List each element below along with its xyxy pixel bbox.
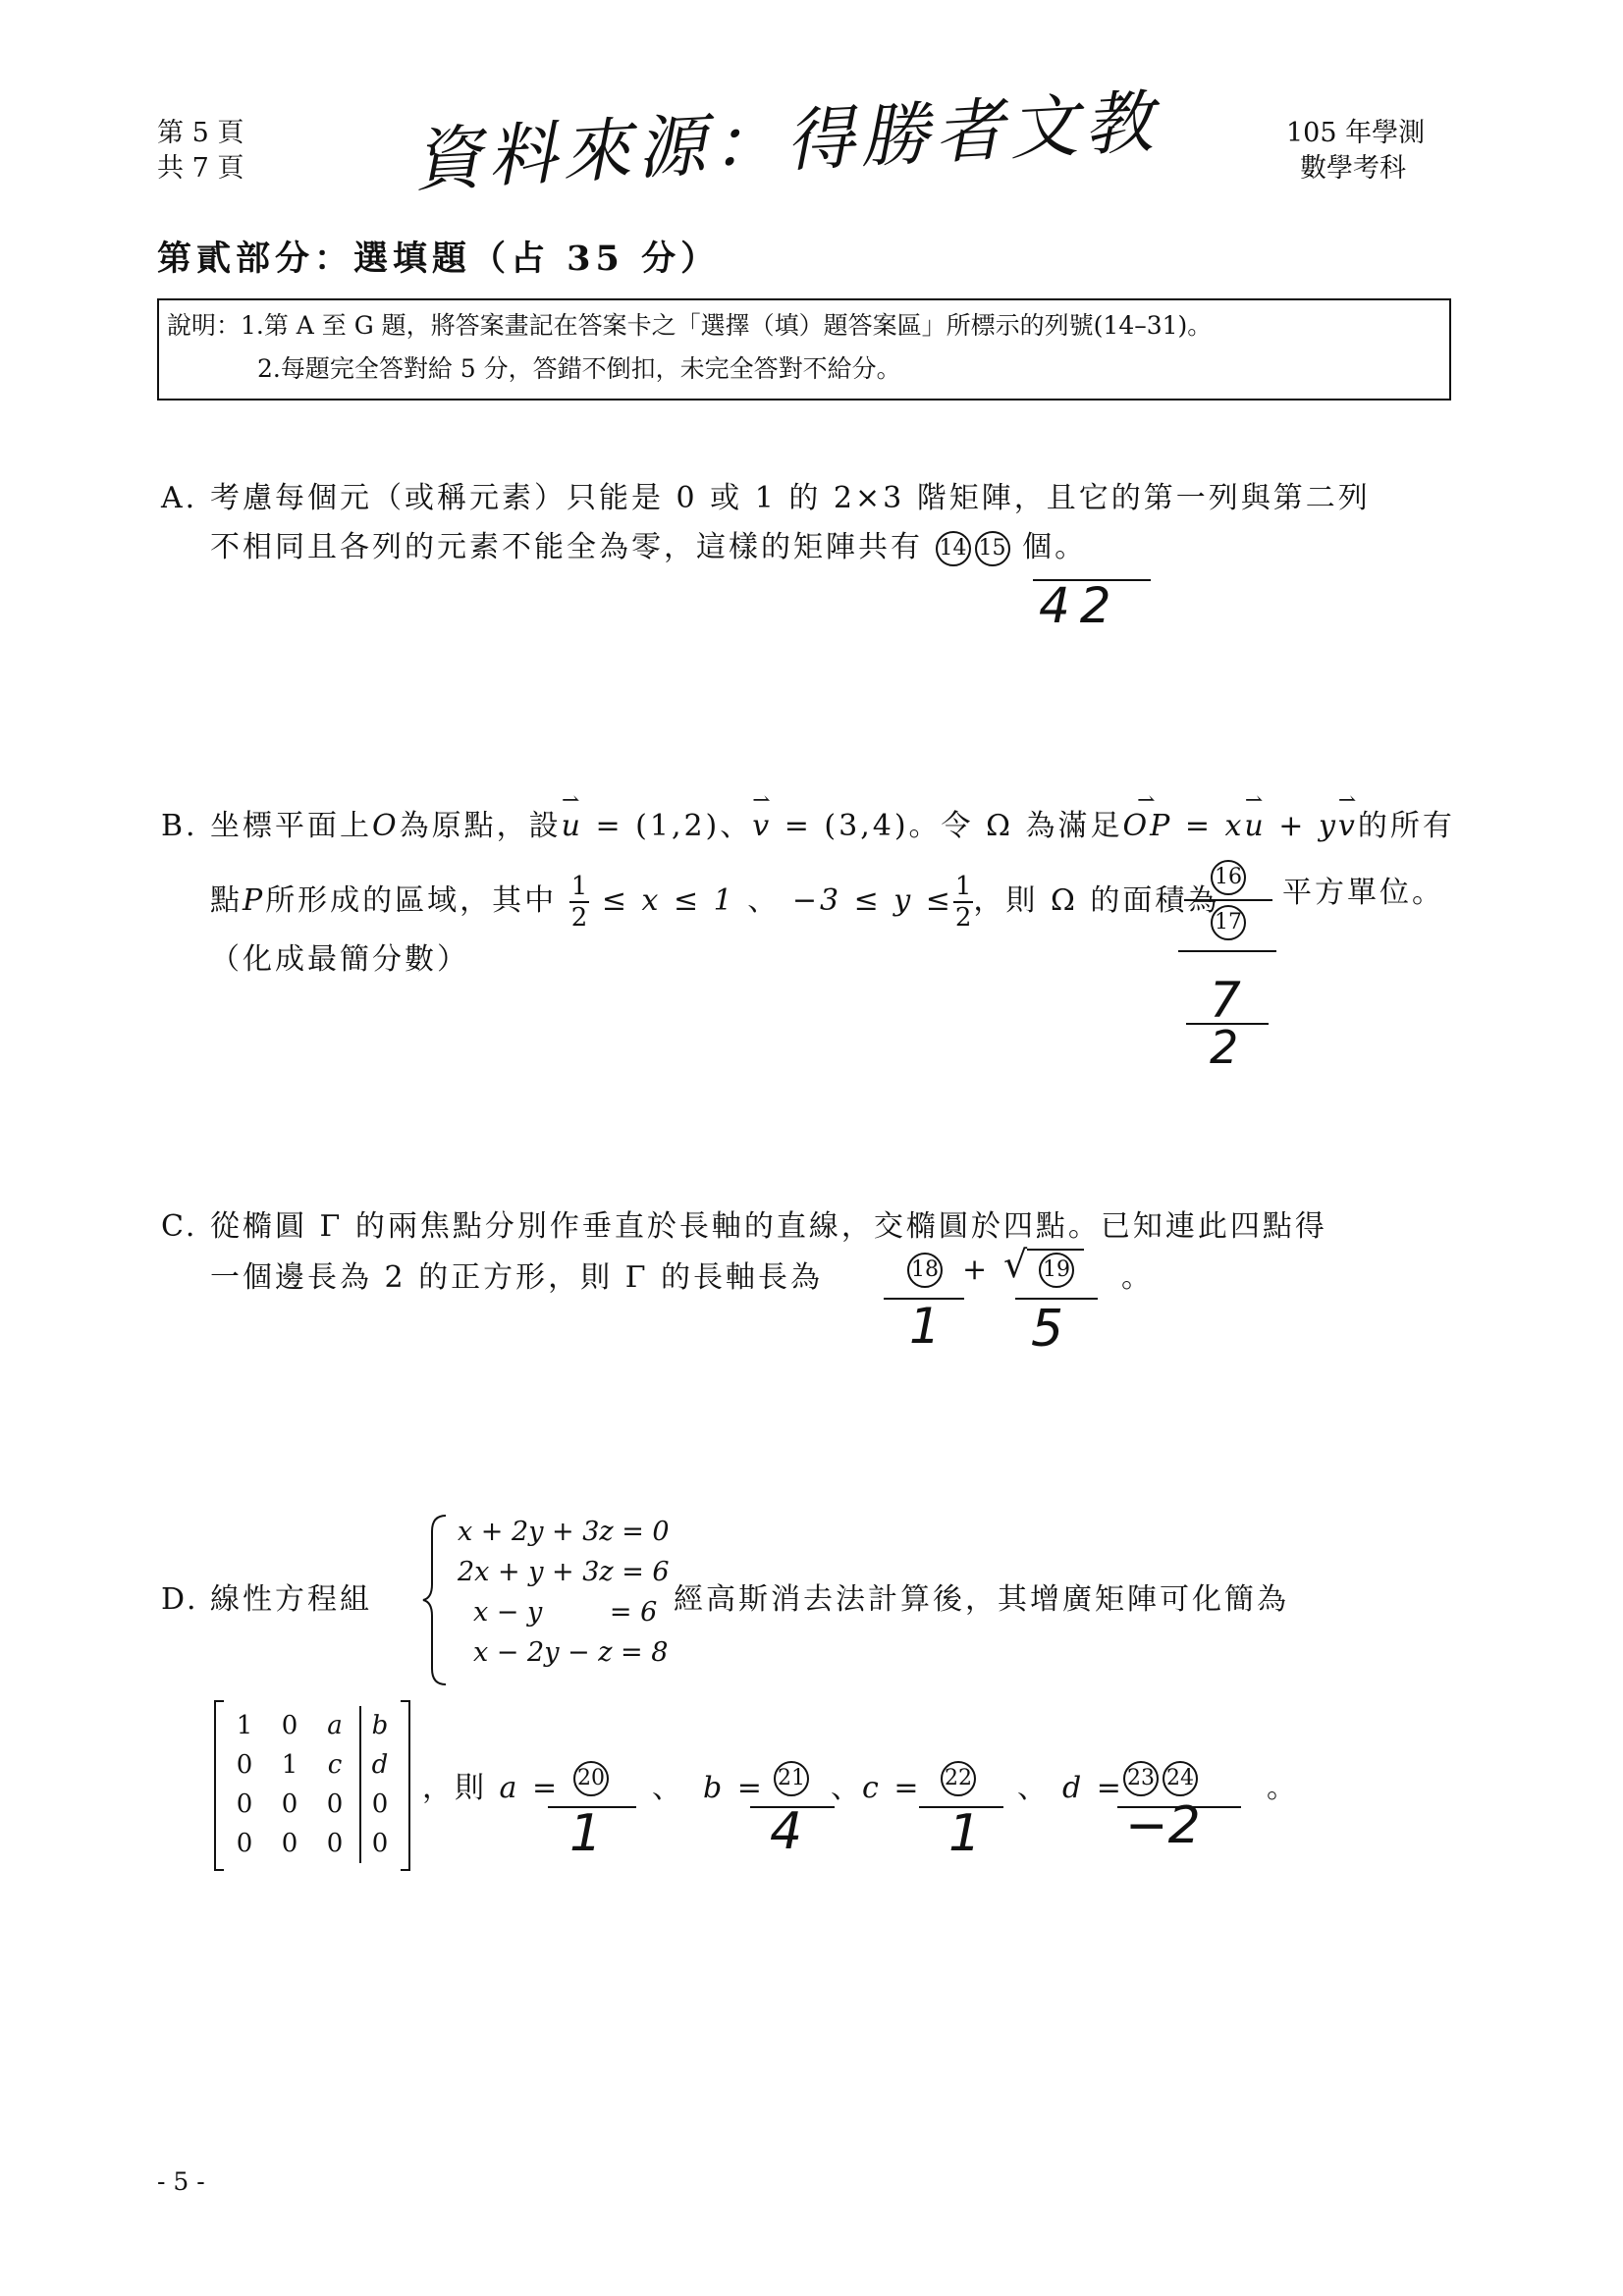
matrix-cell: 0: [236, 1829, 253, 1858]
question-a-text: 不相同且各列的元素不能全為零，這樣的矩陣共有: [210, 530, 923, 564]
page-total: 共 7 頁: [157, 153, 244, 184]
b-text-6: 所形成的區域，其中: [265, 883, 558, 918]
question-d-after: 經高斯消去法計算後，其增廣矩陣可化簡為: [674, 1582, 1289, 1617]
fraction-half-1: [569, 872, 590, 933]
matrix-cell: 1: [281, 1750, 298, 1780]
b-ineq-y: −3 ≤ y ≤: [791, 883, 953, 918]
handwritten-answer-a: 42: [1039, 577, 1121, 634]
answer-blank-24: 24: [1163, 1761, 1198, 1796]
handwritten-answer-d-d: −2: [1125, 1796, 1201, 1855]
matrix-row-1: [222, 1706, 403, 1745]
answer-fraction-b: [1186, 860, 1271, 895]
b-text-5: 點: [210, 883, 243, 918]
matrix-cell: 0: [281, 1711, 298, 1740]
page-number: 第 5 頁: [157, 118, 244, 148]
question-c-label: C.: [161, 1209, 198, 1244]
c-plus: +: [962, 1253, 991, 1287]
equation-system: [458, 1512, 670, 1673]
vector-u-value: = (1,2): [582, 809, 721, 843]
answer-underline-b: [1178, 950, 1276, 952]
d-b-label: b =: [703, 1771, 765, 1805]
d-sep-1: 、: [652, 1771, 684, 1805]
instruction-line-2: 2.每題完全答對給 5 分，答錯不倒扣，未完全答對不給分。: [257, 354, 901, 383]
b-plus-y: + y: [1266, 809, 1338, 843]
answer-blank-16: 16: [1211, 860, 1246, 895]
handwritten-answer-d-c: 1: [948, 1804, 982, 1863]
question-b-line-2: [210, 872, 1219, 933]
b-ineq-x: ≤ x ≤ 1: [589, 883, 735, 918]
vector-u-2: ⇀ u: [1244, 805, 1266, 848]
handwritten-answer-c1: 1: [909, 1298, 941, 1355]
d-a-blank-wrap: [564, 1761, 619, 1796]
matrix-cell: c: [327, 1750, 343, 1780]
answer-fraction-b-den: [1186, 905, 1271, 940]
fraction-half-2: [953, 872, 974, 933]
matrix-cell: d: [371, 1750, 389, 1780]
d-then-text: ，則: [422, 1771, 487, 1805]
exam-year: 105 年學測: [1286, 118, 1426, 148]
system-brace: [420, 1512, 452, 1688]
matrix-row-3: [222, 1785, 403, 1824]
question-a-line-1: 考慮每個元（或稱元素）只能是 0 或 1 的 2×3 階矩陣，且它的第一列與第二列: [210, 481, 1371, 515]
d-end: 。: [1267, 1771, 1299, 1805]
vector-u: ⇀ u: [562, 805, 583, 848]
question-c-line-2: 一個邊長為 2 的正方形，則 Γ 的長軸長為: [210, 1260, 824, 1295]
instructions-box: [157, 298, 1451, 400]
augmented-matrix: [214, 1700, 410, 1871]
half-num-2: 1: [954, 872, 972, 901]
c-suffix: 。: [1121, 1260, 1154, 1295]
matrix-cell: 0: [326, 1829, 344, 1858]
d-d-blank-wrap: [1123, 1761, 1198, 1796]
vector-v: ⇀ v: [752, 805, 772, 848]
question-b-label: B.: [161, 809, 198, 843]
b-unit: 平方單位。: [1282, 876, 1444, 910]
matrix-row-4: [222, 1824, 403, 1863]
answer-blank-21: 21: [774, 1761, 809, 1796]
answer-blank-23: 23: [1123, 1761, 1159, 1796]
half-den-2: 2: [954, 903, 972, 933]
matrix-cell: a: [327, 1711, 343, 1740]
question-b-line-3: （化成最簡分數）: [210, 942, 469, 977]
part-title: 第貳部分：選填題（占 35 分）: [157, 239, 721, 279]
question-a-line-2: [210, 526, 1087, 569]
b-sep-1: 、: [720, 809, 753, 843]
b-point-p: P: [243, 883, 266, 918]
vector-v-value: = (3,4): [772, 809, 909, 843]
question-d-label: D.: [161, 1582, 199, 1617]
b-text-4: 的所有: [1357, 809, 1455, 843]
matrix-cell: 0: [281, 1829, 298, 1858]
answer-blank-15: 15: [975, 531, 1010, 566]
b-eq-x: = x: [1172, 809, 1245, 843]
question-b-line-1: [210, 805, 1455, 848]
matrix-cell: 0: [326, 1789, 344, 1819]
equation-4: x − 2y − z = 8: [473, 1637, 669, 1668]
matrix-row-2: [222, 1745, 403, 1785]
b-sep-2: 、: [747, 883, 781, 918]
fraction-bar-b: [1184, 899, 1272, 901]
d-then: [422, 1767, 560, 1810]
handwritten-source: 資料來源：得勝者文教: [410, 81, 1161, 201]
matrix-cell: 0: [371, 1829, 389, 1858]
subject: 數學考科: [1300, 153, 1406, 184]
page-footer: - 5 -: [157, 2167, 205, 2196]
d-d-label: d =: [1062, 1771, 1124, 1805]
d-c-label: c =: [862, 1771, 922, 1805]
answer-blank-14: 14: [936, 531, 971, 566]
answer-blank-18: 18: [907, 1253, 943, 1288]
question-a-suffix: 個。: [1022, 530, 1088, 564]
c-blank-19-wrap: [1029, 1253, 1084, 1288]
handwritten-answer-d-a: 1: [569, 1804, 603, 1863]
question-d-intro: 線性方程組: [210, 1582, 372, 1617]
half-den: 2: [570, 903, 588, 933]
equation-1: x + 2y + 3z = 0: [458, 1517, 670, 1547]
d-sep-3: 、: [1017, 1771, 1050, 1805]
matrix-cell: b: [371, 1711, 389, 1740]
equation-2: 2x + y + 3z = 6: [458, 1557, 670, 1587]
answer-blank-20: 20: [573, 1761, 609, 1796]
b-text-1: 坐標平面上: [210, 809, 372, 843]
matrix-cell: 0: [281, 1789, 298, 1819]
b-text-3: 。令 Ω 為滿足: [908, 809, 1123, 843]
vector-v-2: ⇀ v: [1338, 805, 1358, 848]
sqrt-bar: [1027, 1249, 1084, 1251]
matrix-cell: 1: [236, 1711, 253, 1740]
instruction-line-1: 說明：1.第 A 至 G 題，將答案畫記在答案卡之「選擇（填）題答案區」所標示的列號(14–31)。: [167, 311, 1213, 340]
equation-3: x − y = 6: [473, 1597, 658, 1628]
b-origin-o: O: [372, 809, 400, 843]
answer-blank-19: 19: [1039, 1253, 1074, 1288]
half-num: 1: [570, 872, 588, 901]
matrix-cell: 0: [236, 1750, 253, 1780]
matrix-cell: 0: [236, 1789, 253, 1819]
question-c-line-1: 從橢圓 Γ 的兩焦點分別作垂直於長軸的直線，交橢圓於四點。已知連此四點得: [210, 1209, 1327, 1244]
answer-blank-22: 22: [941, 1761, 976, 1796]
b-text-2: 為原點，設: [399, 809, 562, 843]
handwritten-answer-b-den: 2: [1210, 1021, 1239, 1074]
answer-blank-17: 17: [1211, 905, 1246, 940]
sqrt-sign: √: [1003, 1243, 1028, 1286]
vector-op: ⇀ OP: [1123, 805, 1173, 848]
handwritten-answer-d-b: 4: [770, 1802, 803, 1861]
d-b-blank-wrap: [764, 1761, 819, 1796]
handwritten-answer-c2: 5: [1031, 1300, 1064, 1359]
d-a-label: a =: [499, 1771, 561, 1805]
d-sep-2: 、: [831, 1771, 863, 1805]
question-a-label: A.: [161, 481, 198, 515]
matrix-cell: 0: [371, 1789, 389, 1819]
b-text-7: ，則 Ω 的面積為: [973, 883, 1220, 918]
c-blank-18-wrap: [897, 1253, 952, 1288]
d-c-blank-wrap: [931, 1761, 986, 1796]
handwritten-answer-b-num: 7: [1210, 972, 1241, 1029]
